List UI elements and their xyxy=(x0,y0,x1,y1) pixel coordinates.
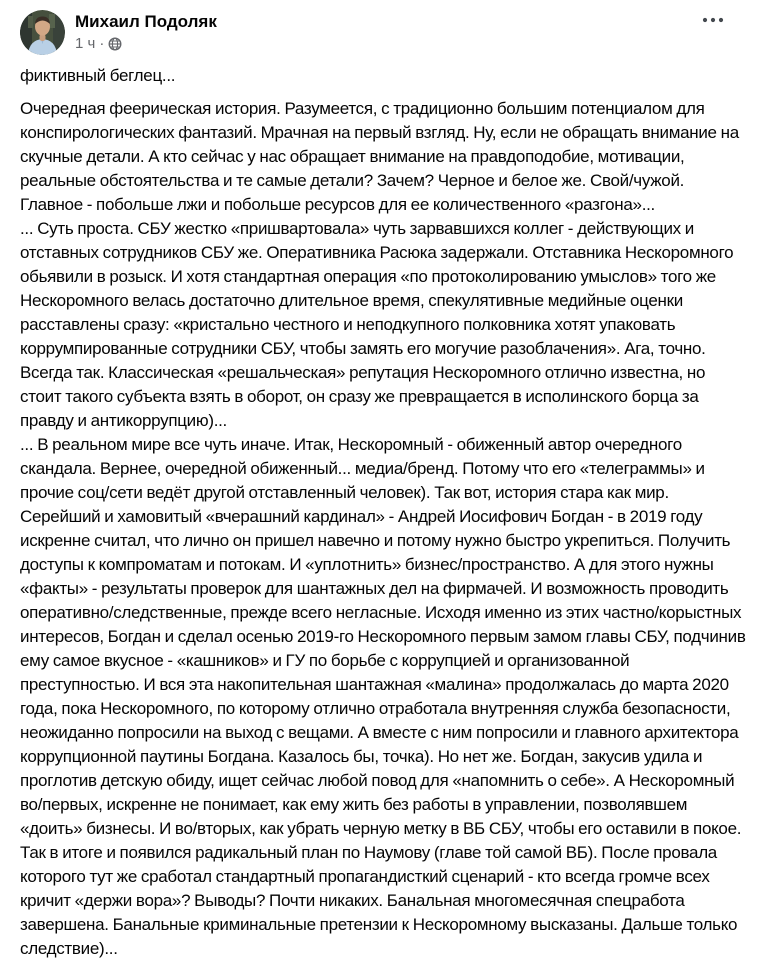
post-paragraph: ... Суть проста. СБУ жестко «пришвартовала» чуть зарвавшихся коллег - действующих и отставных сотрудников СБУ же. Оперативника Расюка задержали. Отставника Нескоромного обьявили в розыск. И хотя стандартная операция «по протоколированию умыслов» того же Нескоромного велась достаточно длительное время, спекулятивные медийные оценки расставлены сразу: «кристально честного и неподкупного полковника хотят упаковать коррумпированные сотрудники СБУ, чтобы замять его могучие разоблачения». Ага, точно. Всегда так. Классическая «решальческая» репутация Нескоромного отлично известна, но стоит такого субъекта взять в оборот, он сразу же превращается в исполинского борца за правду и антикоррупцию)... xyxy=(20,219,734,430)
post-header xyxy=(0,0,764,55)
header-info xyxy=(75,10,692,53)
post-text xyxy=(0,55,764,961)
avatar[interactable] xyxy=(20,10,65,55)
post-options-button[interactable] xyxy=(692,10,734,30)
ellipsis-icon xyxy=(702,16,724,24)
timestamp[interactable]: 1 ч xyxy=(75,35,96,52)
post-intro-line: фиктивный беглец... xyxy=(20,66,176,85)
post-paragraph: ... В реальном мире все чуть иначе. Итак, Нескоромный - обиженный автор очередного скандала. Вернее, очередной обиженный... медиа/бренд. Потому что его «телеграммы» и прочие соц/сети ведёт другой отставленный человек). Так вот, история стара как мир. Серейший и хамовитый «вчерашний кардинал» - Андрей Иосифович Богдан - в 2019 году искренне считал, что лично он пришел навечно и потому нужно быстро укрепиться. Получить доступы к компроматам и потокам. И «уплотнить» бизнес/пространство. А для этого нужны «факты» - результаты проверок для шантажных дел на фирмачей. И возможность проводить оперативно/следственные, прежде всего негласные. Исходя именно из этих частно/корыстных интересов, Богдан и сделал осенью 2019-го Нескоромного первым замом главы СБУ, подчинив ему самое вкусное - «кашников» и ГУ по борьбе с коррупцией и организованной преступностью. И вся эта накопительная шантажная «малина» продолжалась до марта 2020 года, пока Нескоромного, по которому отлично отработала внутренняя служба безопасности, неожиданно попросили на выход с вещами. А вместе с ним попросили и главного архитектора коррупционной паутины Богдана. Казалось бы, точка). Но нет же. Богдан, закусив удила и проглотив детскую обиду, ищет сейчас любой повод для «напомнить о себе». А Нескоромный во/первых, искренне не понимает, как ему жить без работы в управлении, позволявшем «доить» бизнесы. И во/вторых, как убрать черную метку в ВБ СБУ, чтобы его оставили в покое. Так в итоге и появился радикальный план по Наумову (главе той самой ВБ). После провала которого тут же сработал стандартный пропагандисткий сценарий - кто всегда громче всех кричит «держи вора»? Выводы? Почти никаких. Банальная многомесячная спецработа завершена. Банальные криминальные претензии к Нескоромному высказаны. Дальше только следствие)... xyxy=(20,435,746,958)
post-meta xyxy=(75,35,692,53)
post-paragraph: Очередная феерическая история. Разумеется, с традиционно большим потенциалом для конспирологических фантазий. Мрачная на первый взгляд. Ну, если не обращать внимание на скучные детали. А кто сейчас у нас обращает внимание на правдоподобие, мотивации, реальные обстоятельства и те самые детали? Зачем? Черное и белое же. Свой/чужой. Главное - побольше лжи и побольше ресурсов для ее количественного «разгона»... xyxy=(20,99,739,214)
avatar-image xyxy=(20,10,65,55)
globe-icon xyxy=(108,37,122,51)
author-name[interactable]: Михаил Подоляк xyxy=(75,12,217,31)
meta-separator: · xyxy=(99,35,105,52)
